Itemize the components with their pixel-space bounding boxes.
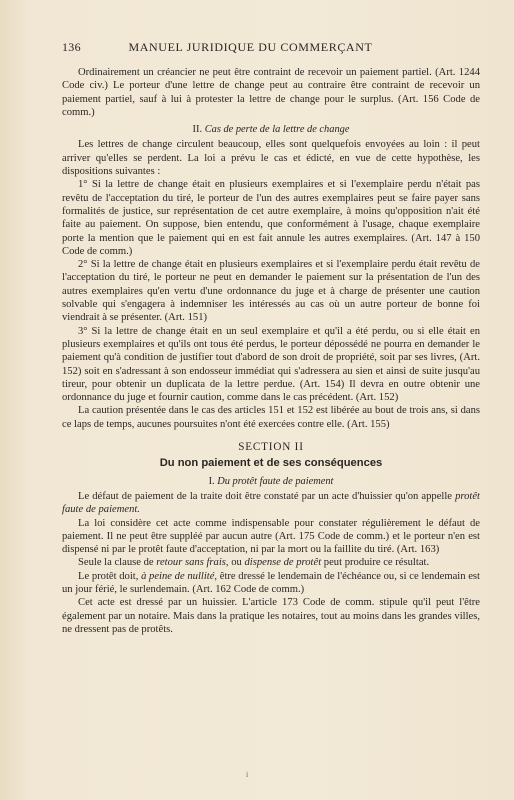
- subsection-number: II.: [192, 124, 203, 136]
- paragraph: Ordinairement un créancier ne peut être contraint de recevoir un paiement partiel. (Art. 1244 Code civ.) Le porteur d'une lettre de change peut au contraire être contraint de recevoir un paiement partiel, sauf à lui à protester la lettre de change pour le surplus. (Art. 156 Code de comm.): [62, 67, 480, 118]
- paragraph: La loi considère cet acte comme indispensable pour constater régulièrement le défaut de paiement. Il ne peut être suppléé par aucun autre (Art. 175 Code de comm.) et le porteur n'en est dispensé ni par le protêt faute d'acceptation, ni par la mort ou la faillite du tiré. (Art. 163): [62, 517, 480, 556]
- paragraph: [62, 490, 480, 517]
- subsection-title: Du protêt faute de paiement: [217, 475, 334, 487]
- paragraph: Cet acte est dressé par un huissier. L'article 173 Code de comm. stipule qu'il peut l'être également par un notaire. Mais dans la pratique les notaires, tout au moins dans les grandes villes, ne dressent pas de protêts.: [62, 597, 480, 635]
- text-run: Le défaut de paiement de la traite doit être constaté par un acte d'huissier qu'on appelle: [78, 490, 456, 502]
- emphasis: à peine de nullité: [141, 570, 215, 582]
- page-number: 136: [62, 40, 81, 54]
- emphasis: protêt faute de paiement.: [62, 490, 480, 516]
- subsection-title: Cas de perte de la lettre de change: [204, 124, 350, 136]
- subsection-number: I.: [208, 475, 215, 487]
- paragraph: La caution présentée dans le cas des articles 151 et 152 est libérée au bout de trois ans, si dans ce laps de temps, aucunes poursuites n'ont été exercées contre elle. (Art. 155): [62, 405, 480, 430]
- paragraph: 1° Si la lettre de change était en plusieurs exemplaires et si l'exemplaire perdu n'était pas revêtu de l'acceptation du tiré, le porteur de l'un des autres exemplaires peut se faire payer sans formalités de justice, sur représentation de cet autre exemplaire, à moins qu'opposition n'ait été faite au paiement. On suppose, bien entendu, que conformément à l'usage, chaque exemplaire porte la mention que le paiement qui en est fait annule les autres exemplaires. (Art. 147 à 150 Code de comm.): [62, 179, 480, 257]
- text-run: , être dressé le lendemain de l'échéance ou, si ce lendemain est un jour férié, le surlendemain. (Art. 162 Code de comm.): [62, 570, 480, 595]
- text-run: , ou: [225, 557, 245, 569]
- text-run: peut produire ce résultat.: [321, 557, 430, 569]
- emphasis: dispense de protêt: [244, 557, 322, 569]
- section-label: SECTION II: [238, 441, 304, 454]
- running-title: MANUEL JURIDIQUE DU COMMERÇANT: [128, 40, 373, 54]
- emphasis: retour sans frais: [156, 557, 226, 569]
- text-run: Seule la clause de: [78, 557, 157, 569]
- section-title: Du non paiement et de ses conséquences: [159, 457, 383, 470]
- subsection-heading-lost-bill: [62, 123, 480, 136]
- footer-mark: i: [246, 770, 249, 779]
- paragraph: [62, 556, 480, 569]
- page-header: [62, 40, 480, 55]
- paragraph: 3° Si la lettre de change était en un seul exemplaire et qu'il a été perdu, ou si elle était en plusieurs exemplaires et qu'ils ont tous été perdus, le porteur dépossédé ne pourra en demander le paiement qu'à condition de justifier tout d'abord de son droit de propriété, soit par ses livres, (Art. 152) soit en s'adressant à son endosseur immédiat qui s'adressera au sien et ainsi de suite jusqu'au tireur, pour obtenir un duplicata de la lettre perdue. (Art. 154) Il devra en outre obtenir une ordonnance du juge et fournir caution, comme dans le cas précédent. (Art. 152): [62, 325, 480, 404]
- text-run: Le protêt doit,: [78, 570, 142, 582]
- paragraph: 2° Si la lettre de change était en plusieurs exemplaires et si l'exemplaire perdu était revêtu de l'acceptation du tiré, le porteur ne peut en demander le paiement sur la présentation de l'un des autres exemplaires qu'en vertu d'une ordonnance du juge et à charge de présenter une caution solvable qui s'engagera à indemniser les intéressés au cas où un autre porteur de bonne foi viendrait à se présenter. (Art. 151): [62, 259, 480, 324]
- subsection-heading-protest: [62, 475, 480, 488]
- paragraph: Les lettres de change circulent beaucoup, elles sont quelquefois envoyées au loin : il peut arriver qu'elles se perdent. La loi a prévu le cas et édicté, en vue de cette hypothèse, les dispositions suivantes :: [62, 139, 480, 178]
- paragraph: [62, 570, 480, 597]
- page-body: [62, 66, 480, 636]
